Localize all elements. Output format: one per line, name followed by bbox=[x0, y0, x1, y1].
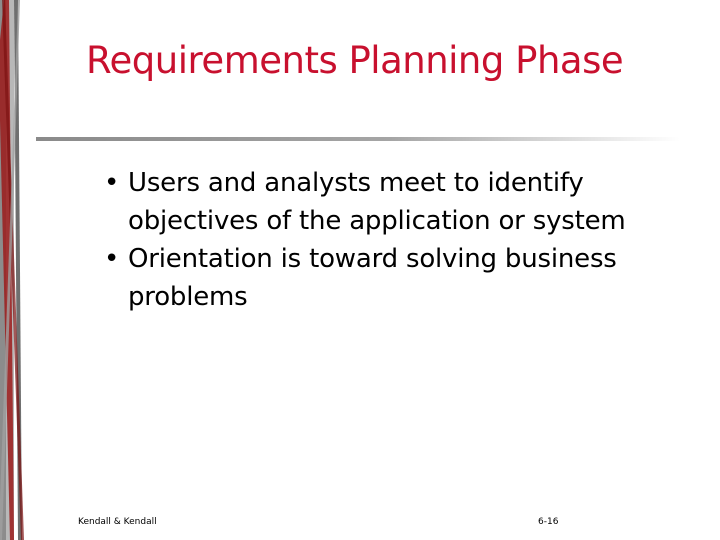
bullet-text: Orientation is toward solving business problems bbox=[128, 244, 617, 312]
bullet-item bbox=[104, 164, 694, 240]
footer-author: Kendall & Kendall bbox=[78, 517, 157, 527]
bullet-text: Users and analysts meet to identify objectives of the application or system bbox=[128, 168, 626, 236]
bullet-dot-icon: • bbox=[104, 244, 120, 274]
bullet-dot-icon: • bbox=[104, 168, 120, 198]
left-stripe-decoration bbox=[0, 0, 40, 540]
slide-title: Requirements Planning Phase bbox=[86, 39, 624, 82]
footer-page-number: 6-16 bbox=[538, 517, 559, 527]
bullet-item bbox=[104, 240, 694, 316]
title-divider bbox=[36, 137, 680, 141]
bullet-list bbox=[104, 164, 694, 316]
